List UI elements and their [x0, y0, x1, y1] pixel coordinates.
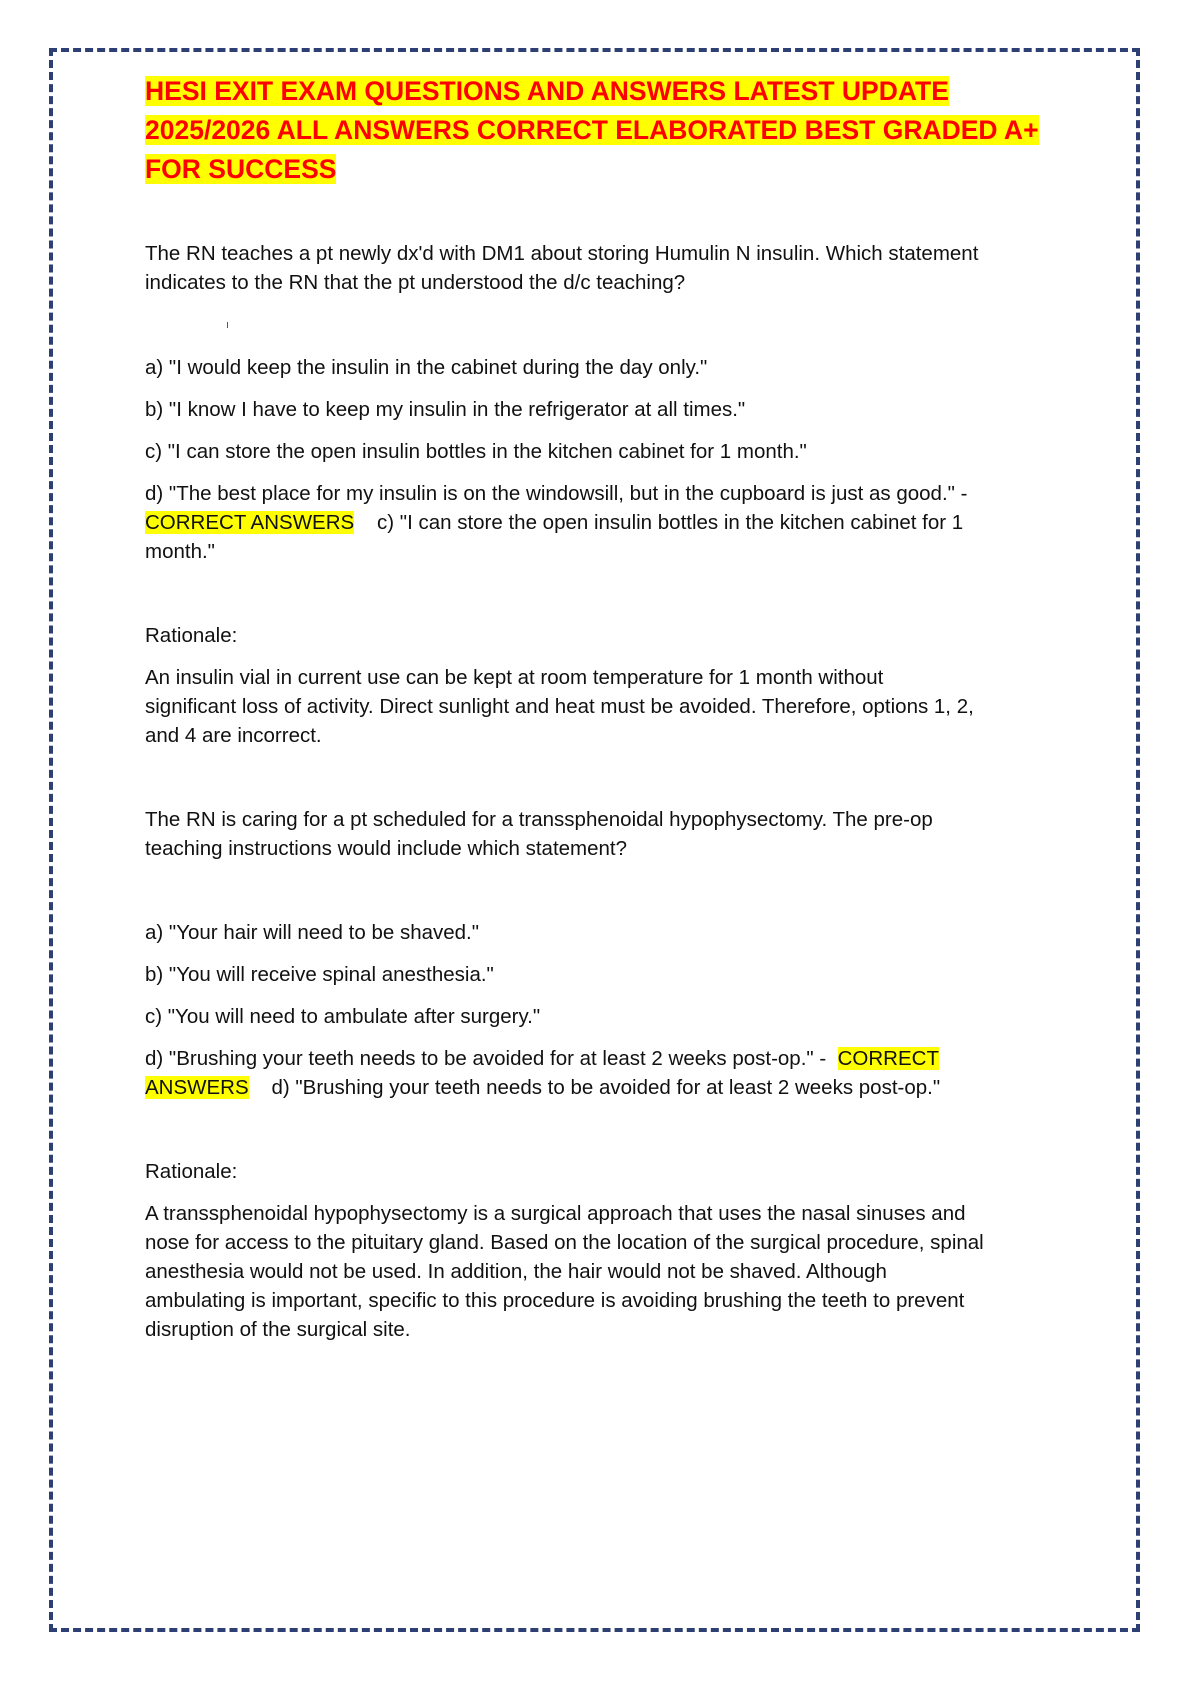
question-1-option-a: a) "I would keep the insulin in the cabinet during the day only."	[145, 356, 708, 379]
question-2-option-c: c) "You will need to ambulate after surgery."	[145, 1005, 541, 1028]
question-1-rationale: An insulin vial in current use can be kept at room temperature for 1 month without significant loss of activity. Direct sunlight and heat must be avoided. Therefore, options 1, 2, and 4 are incorrect.	[145, 666, 974, 747]
question-1-stem: The RN teaches a pt newly dx'd with DM1 about storing Humulin N insulin. Which statement indicates to the RN that the pt understood the d/c teaching?	[145, 242, 979, 294]
question-1-rationale-heading: Rationale:	[145, 624, 238, 647]
question-1-option-c: c) "I can store the open insulin bottles in the kitchen cabinet for 1 month."	[145, 440, 807, 463]
correct-label-part-2: ANSWERS	[145, 1076, 249, 1099]
title-line-2: 2025/2026 ALL ANSWERS CORRECT ELABORATED BEST GRADED A+	[145, 115, 1039, 145]
question-2	[145, 805, 1065, 1344]
question-2-stem: The RN is caring for a pt scheduled for a transsphenoidal hypophysectomy. The pre-op teaching instructions would include which statement?	[145, 808, 933, 860]
question-2-option-d: d) "Brushing your teeth needs to be avoided for at least 2 weeks post-op." - CORRECT ANSWERS d) "Brushing your teeth needs to be avoided for at least 2 weeks post-op."	[145, 1047, 941, 1099]
question-1-option-d: d) "The best place for my insulin is on the windowsill, but in the cupboard is just as good." - CORRECT ANSWERS c) "I can store the open insulin bottles in the kitchen cabinet for 1 month."	[145, 482, 968, 563]
question-1	[145, 239, 1065, 750]
correct-answers-label: CORRECT ANSWERS	[145, 511, 355, 534]
title-line-3: FOR SUCCESS	[145, 154, 337, 184]
document-title	[145, 72, 1065, 189]
question-2-rationale-heading: Rationale:	[145, 1160, 238, 1183]
title-line-1: HESI EXIT EXAM QUESTIONS AND ANSWERS LATEST UPDATE	[145, 76, 949, 106]
question-2-option-a: a) "Your hair will need to be shaved."	[145, 921, 480, 944]
question-2-option-b: b) "You will receive spinal anesthesia."	[145, 963, 494, 986]
question-1-option-b: b) "I know I have to keep my insulin in the refrigerator at all times."	[145, 398, 746, 421]
document-body	[145, 72, 1065, 1344]
correct-label-part-1: CORRECT	[837, 1047, 939, 1070]
question-2-rationale: A transsphenoidal hypophysectomy is a surgical approach that uses the nasal sinuses and nose for access to the pituitary gland. Based on the location of the surgical procedure, spinal anesthesia would not be used. In addition, the hair would not be shaved. Although ambulating is important, specific to this procedure is avoiding brushing the teeth to prevent disruption of the surgical site.	[145, 1202, 984, 1341]
